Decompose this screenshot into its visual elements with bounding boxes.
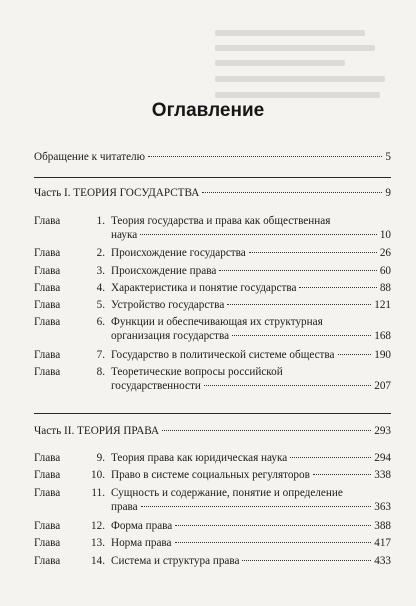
chapter-number: 8. (96, 366, 105, 378)
chapter-page: 417 (374, 537, 391, 549)
chapter-title-line: Норма права (111, 537, 172, 549)
toc-chapter-6[interactable] (34, 315, 391, 343)
leader-dots (232, 335, 371, 336)
leader-dots (219, 270, 376, 271)
toc-chapter-4[interactable] (34, 281, 391, 295)
toc-chapter-3[interactable] (34, 264, 391, 278)
chapter-title-line: Происхождение права (111, 265, 217, 277)
chapter-page: 363 (374, 501, 391, 513)
leader-dots (249, 252, 377, 253)
chapter-page: 388 (374, 520, 391, 532)
chapter-word: Глава (34, 555, 61, 567)
chapter-number: 14. (91, 555, 105, 567)
toc-chapter-2[interactable] (34, 246, 391, 260)
chapter-title-line: Государство в политической системе общества (111, 349, 335, 361)
toc-chapter-1[interactable] (34, 214, 391, 242)
chapter-title-line: Сущность и содержание, понятие и определение (111, 487, 343, 499)
chapter-title-line: наука (111, 229, 138, 241)
chapter-title-line: Право в системе социальных регуляторов (111, 469, 310, 481)
chapter-title-line: государственности (111, 380, 201, 392)
chapter-word: Глава (34, 215, 61, 227)
chapter-title-line: Устройство государства (111, 299, 225, 311)
toc-chapter-7[interactable] (34, 348, 391, 362)
chapter-page: 207 (374, 380, 391, 392)
divider (34, 413, 391, 414)
leader-dots (140, 234, 377, 235)
chapter-word: Глава (34, 349, 61, 361)
chapter-number: 9. (96, 452, 105, 464)
toc-intro-label: Обращение к читателю (34, 151, 145, 163)
leader-dots (148, 156, 382, 157)
leader-dots (141, 506, 372, 507)
toc-chapter-5[interactable] (34, 298, 391, 312)
chapter-page: 10 (379, 229, 391, 241)
page-title: Оглавление (151, 100, 265, 121)
leader-dots (175, 542, 372, 543)
chapter-title-line: Функции и обеспечивающая их структурная (111, 316, 323, 328)
leader-dots (242, 560, 371, 561)
bleed-through-text (0, 0, 416, 100)
toc-chapter-12[interactable] (34, 519, 391, 533)
leader-dots (227, 304, 371, 305)
chapter-title-line: Происхождение государства (111, 247, 246, 259)
leader-dots (290, 457, 371, 458)
chapter-number: 13. (91, 537, 105, 549)
leader-dots (204, 385, 371, 386)
chapter-page: 433 (374, 555, 391, 567)
chapter-page: 168 (374, 330, 391, 342)
chapter-word: Глава (34, 452, 61, 464)
divider (34, 177, 391, 178)
chapter-number: 4. (96, 282, 105, 294)
leader-dots (162, 430, 371, 431)
leader-dots (313, 474, 371, 475)
chapter-title-line: Теоретические вопросы российской (111, 366, 283, 378)
toc-part-2-label: Часть II. ТЕОРИЯ ПРАВА (34, 425, 160, 437)
chapter-word: Глава (34, 537, 61, 549)
chapter-title-line: Форма права (111, 520, 173, 532)
toc-chapter-9[interactable] (34, 451, 391, 465)
chapter-title-line: Характеристика и понятие государства (111, 282, 297, 294)
toc-part-2-page: 293 (374, 425, 391, 437)
toc-chapter-8[interactable] (34, 365, 391, 393)
chapter-number: 7. (96, 349, 105, 361)
toc-part-2[interactable] (34, 424, 391, 438)
toc-chapter-11[interactable] (34, 486, 391, 514)
chapter-word: Глава (34, 299, 61, 311)
chapter-number: 3. (96, 265, 105, 277)
chapter-word: Глава (34, 247, 61, 259)
chapter-page: 121 (374, 299, 391, 311)
chapter-page: 26 (379, 247, 391, 259)
toc-chapter-10[interactable] (34, 468, 391, 482)
toc-intro[interactable] (34, 150, 391, 164)
chapter-page: 60 (379, 265, 391, 277)
toc-part-1-page: 9 (385, 187, 391, 199)
chapter-word: Глава (34, 366, 61, 378)
chapter-page: 338 (374, 469, 391, 481)
toc-intro-page: 5 (385, 151, 391, 163)
chapter-page: 294 (374, 452, 391, 464)
leader-dots (175, 525, 371, 526)
chapter-title-line: права (111, 501, 138, 513)
toc-chapter-13[interactable] (34, 536, 391, 550)
chapter-title-line: Система и структура права (111, 555, 240, 567)
toc-part-1-label: Часть I. ТЕОРИЯ ГОСУДАРСТВА (34, 187, 200, 199)
chapter-word: Глава (34, 316, 61, 328)
chapter-number: 11. (91, 487, 105, 499)
chapter-page: 190 (374, 349, 391, 361)
chapter-number: 1. (96, 215, 105, 227)
leader-dots (202, 192, 382, 193)
chapter-number: 6. (96, 316, 105, 328)
chapter-number: 12. (91, 520, 105, 532)
toc-part-1[interactable] (34, 186, 391, 200)
leader-dots (338, 354, 372, 355)
chapter-word: Глава (34, 520, 61, 532)
chapter-title-line: Теория права как юридическая наука (111, 452, 288, 464)
chapter-number: 5. (96, 299, 105, 311)
chapter-word: Глава (34, 469, 61, 481)
chapter-word: Глава (34, 265, 61, 277)
chapter-page: 88 (379, 282, 391, 294)
toc-chapter-14[interactable] (34, 554, 391, 568)
leader-dots (299, 287, 376, 288)
chapter-word: Глава (34, 487, 61, 499)
chapter-title-line: организация государства (111, 330, 230, 342)
chapter-title-line: Теория государства и права как общественная (111, 215, 331, 227)
chapter-number: 2. (96, 247, 105, 259)
chapter-number: 10. (91, 469, 105, 481)
chapter-word: Глава (34, 282, 61, 294)
